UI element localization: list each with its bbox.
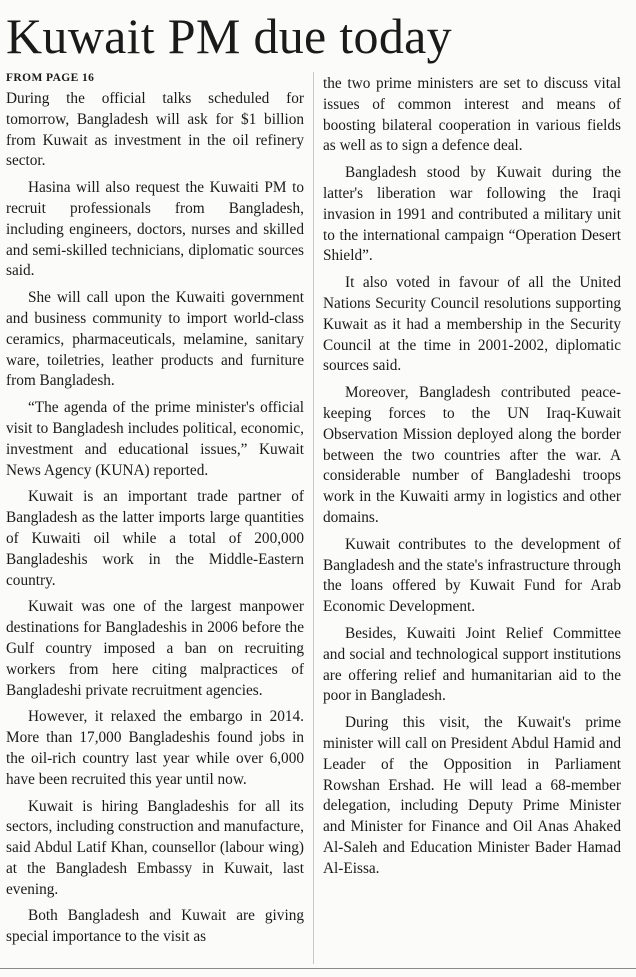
paragraph: During this visit, the Kuwait's prime minister will call on President Abdul Hamid and Leader of the Opposition in Parliament Rowshan Ershad. He will lead a 68-member delegation, including Deputy Prime Minister and Minister for Finance and Oil Anas Ahaked Al-Saleh and Education Minister Bader Hamad Al-Eissa. [323,714,621,877]
paragraph: She will call upon the Kuwaiti government and business community to import world-class ceramics, pharmaceuticals, melamine, sanitary ware, toiletries, leather products and furniture from Bangladesh. [6,289,304,390]
paragraph: Kuwait is hiring Bangladeshis for all its sectors, including construction and manufacture, said Abdul Latif Khan, counsellor (labour wing) at the Bangladesh Embassy in Kuwait, last evening. [6,797,304,898]
paragraph: “The agenda of the prime minister's official visit to Bangladesh includes political, economic, investment and educational issues,” Kuwait News Agency (KUNA) reported. [6,399,304,479]
paragraph: However, it relaxed the embargo in 2014. More than 17,000 Bangladeshis found jobs in the oil-rich country last year while over 6,000 have been recruited this year until now. [6,708,304,788]
article-column-right [323,74,621,885]
paragraph: Kuwait contributes to the development of Bangladesh and the state's infrastructure through the loans offered by Kuwait Fund for Arab Economic Development. [323,535,621,616]
paragraph: During the official talks scheduled for tomorrow, Bangladesh will ask for $1 billion from Kuwait as investment in the oil refinery sector. [6,90,304,170]
paragraph: Kuwait is an important trade partner of Bangladesh as the latter imports large quantities of Kuwaiti oil while a total of 200,000 Bangladeshis work in the Middle-Eastern country. [6,488,304,589]
article-column-left [6,89,304,954]
paragraph: Hasina will also request the Kuwaiti PM to recruit professionals from Bangladesh, including engineers, doctors, nurses and skilled and semi-skilled technicians, diplomatic sources said. [6,179,304,280]
paragraph: Kuwait was one of the largest manpower destinations for Bangladeshis in 2006 before the Gulf country imposed a ban on recruiting workers from here citing malpractices of Bangladeshi private recruitment agencies. [6,598,304,699]
paragraph: It also voted in favour of all the United Nations Security Council resolutions supporting Kuwait as it had a membership in the Security Council at the time in 2001-2002, diplomatic sources said. [323,274,621,375]
paragraph: Both Bangladesh and Kuwait are giving special importance to the visit as [6,907,304,946]
dateline: FROM PAGE 16 [6,72,95,84]
paragraph: Bangladesh stood by Kuwait during the latter's liberation war following the Iraqi invasion in 1991 and contributed a military unit to the international campaign “Operation Desert Shield”. [323,164,621,265]
headline: Kuwait PM due today [6,8,452,64]
bottom-rule [0,968,636,969]
column-divider [313,72,314,964]
paragraph: the two prime ministers are set to discuss vital issues of common interest and means of boosting bilateral cooperation in various fields as well as to sign a defence deal. [323,75,621,155]
paragraph: Moreover, Bangladesh contributed peace-keeping forces to the UN Iraq-Kuwait Observation Mission deployed along the border between the two countries after the war. A considerable number of Bangladeshi troops work in the Kuwaiti army in logistics and other domains. [323,384,621,526]
paragraph: Besides, Kuwaiti Joint Relief Committee and social and technological support institutions are offering relief and humanitarian aid to the poor in Bangladesh. [323,624,621,705]
